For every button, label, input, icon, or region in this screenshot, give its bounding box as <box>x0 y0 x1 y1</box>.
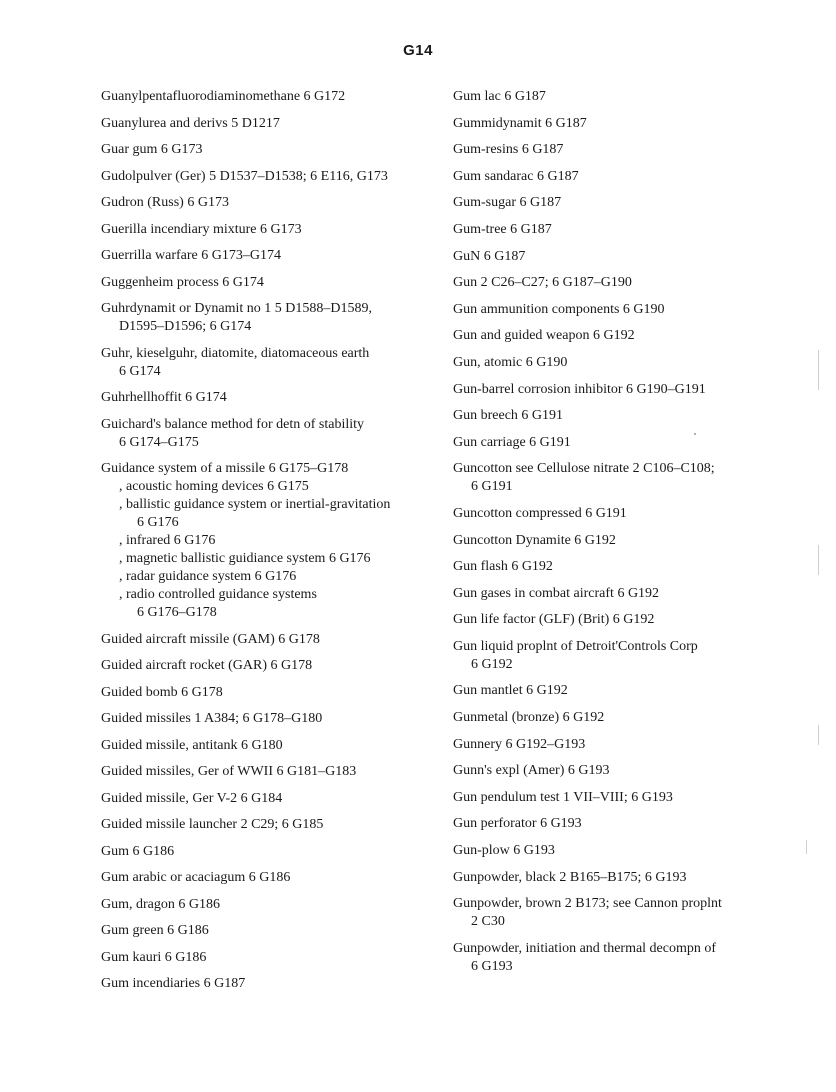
index-entry <box>101 763 431 781</box>
index-entry <box>453 301 753 319</box>
entry-heading: Gun perforator 6 G193 <box>453 816 582 832</box>
entry-subheading: , infrared 6 G176 <box>119 533 216 548</box>
entry-heading: Gun-barrel corrosion inhibitor 6 G190–G191 <box>453 381 706 397</box>
entry-heading: Guar gum 6 G173 <box>101 142 203 157</box>
entry-continuation: 6 G193 <box>471 958 513 974</box>
index-entry <box>101 274 431 292</box>
index-entry <box>453 221 753 239</box>
entry-heading: Gum green 6 G186 <box>101 923 209 938</box>
entry-heading: Guided missile, antitank 6 G180 <box>101 737 283 753</box>
index-entry <box>453 682 753 700</box>
index-entry <box>101 115 431 133</box>
index-entry <box>101 300 431 336</box>
index-entry <box>453 585 753 603</box>
entry-heading: Gun liquid proplnt of Detroit'Controls Corp <box>453 638 698 654</box>
index-entry <box>101 88 431 106</box>
index-entry <box>453 842 753 860</box>
entry-heading: Guerrilla warfare 6 G173–G174 <box>101 248 281 263</box>
entry-heading: Guided missile launcher 2 C29; 6 G185 <box>101 817 324 832</box>
index-entry <box>101 221 431 239</box>
scan-dot <box>694 433 696 435</box>
index-entry <box>101 869 431 887</box>
index-entry <box>101 790 431 808</box>
entry-continuation: 6 G174–G175 <box>119 434 199 450</box>
index-entry <box>101 949 431 967</box>
entry-heading: Gum-tree 6 G187 <box>453 221 552 237</box>
page-header: G14 <box>403 42 433 59</box>
entry-heading: Gunn's expl (Amer) 6 G193 <box>453 763 610 779</box>
index-entry <box>101 816 431 834</box>
index-entry <box>101 737 431 755</box>
index-entry <box>453 194 753 212</box>
entry-heading: Gun life factor (GLF) (Brit) 6 G192 <box>453 612 655 628</box>
index-entry <box>453 762 753 780</box>
entry-heading: Gudron (Russ) 6 G173 <box>101 195 229 210</box>
scan-mark <box>806 840 807 854</box>
index-entry <box>453 736 753 754</box>
entry-heading: Guncotton see Cellulose nitrate 2 C106–C108; <box>453 461 715 477</box>
entry-continuation: 6 G192 <box>471 656 513 672</box>
index-entry <box>453 709 753 727</box>
index-entry <box>453 434 753 452</box>
scan-mark <box>818 545 819 575</box>
entry-heading: Gum kauri 6 G186 <box>101 949 207 965</box>
index-entry <box>453 141 753 159</box>
index-entry <box>453 815 753 833</box>
entry-heading: Gun flash 6 G192 <box>453 559 553 575</box>
entry-heading: Guanylpentafluorodiaminomethane 6 G172 <box>101 89 346 104</box>
entry-heading: Gummidynamit 6 G187 <box>453 115 587 131</box>
entry-subheading: , radar guidance system 6 G176 <box>119 569 297 584</box>
entry-heading: Guanylurea and derivs 5 D1217 <box>101 115 280 131</box>
entry-heading: Guided bomb 6 G178 <box>101 684 223 700</box>
index-entry <box>101 657 431 675</box>
index-entry <box>101 975 431 993</box>
entry-subheading: , magnetic ballistic guidiance system 6 G176 <box>119 551 371 566</box>
entry-heading: Guhrhellhoffit 6 G174 <box>101 390 227 405</box>
entry-heading: Guided missile, Ger V-2 6 G184 <box>101 790 283 806</box>
index-entry <box>101 843 431 861</box>
entry-heading: Guggenheim process 6 G174 <box>101 274 264 290</box>
entry-heading: Guncotton compressed 6 G191 <box>453 505 627 521</box>
index-entry <box>453 940 753 976</box>
index-column-right <box>453 88 753 984</box>
entry-heading: Gun breech 6 G191 <box>453 408 564 424</box>
index-entry <box>453 274 753 292</box>
entry-subheading: , acoustic homing devices 6 G175 <box>119 479 309 494</box>
index-entry <box>453 115 753 133</box>
entry-heading: Gun 2 C26–C27; 6 G187–G190 <box>453 275 632 291</box>
entry-heading: Guided aircraft rocket (GAR) 6 G178 <box>101 658 313 673</box>
entry-heading: Gun mantlet 6 G192 <box>453 683 568 699</box>
entry-continuation: 6 G191 <box>471 479 513 495</box>
index-entry <box>453 407 753 425</box>
index-entry <box>101 896 431 914</box>
index-entry <box>453 327 753 345</box>
entry-continuation: 2 C30 <box>471 914 505 930</box>
index-entry <box>101 389 431 407</box>
entry-continuation: D1595–D1596; 6 G174 <box>119 319 252 334</box>
entry-continuation: 6 G176 <box>137 515 179 530</box>
entry-heading: Gunnery 6 G192–G193 <box>453 736 586 752</box>
index-entry <box>101 416 431 452</box>
index-entry <box>101 345 431 381</box>
index-entry <box>453 532 753 550</box>
index-entry <box>101 168 431 186</box>
index-entry <box>453 789 753 807</box>
index-entry <box>453 354 753 372</box>
entry-heading: Gun ammunition components 6 G190 <box>453 301 665 317</box>
entry-heading: Gunpowder, brown 2 B173; see Cannon proplnt <box>453 896 722 912</box>
index-entry <box>453 248 753 266</box>
entry-heading: Guided missiles, Ger of WWII 6 G181–G183 <box>101 764 357 779</box>
index-entry <box>101 194 431 212</box>
index-entry <box>453 460 753 496</box>
entry-heading: Gum arabic or acaciagum 6 G186 <box>101 870 291 885</box>
index-entry <box>453 869 753 887</box>
entry-heading: Guided missiles 1 A384; 6 G178–G180 <box>101 711 323 726</box>
entry-subheading: , ballistic guidance system or inertial-gravitation <box>119 497 391 512</box>
entry-heading: Guidance system of a missile 6 G175–G178 <box>101 461 349 476</box>
entry-heading: Gunpowder, black 2 B165–B175; 6 G193 <box>453 869 687 885</box>
entry-heading: Guerilla incendiary mixture 6 G173 <box>101 221 302 237</box>
entry-continuation: 6 G176–G178 <box>137 605 217 620</box>
index-entry <box>453 381 753 399</box>
entry-heading: Gun and guided weapon 6 G192 <box>453 328 635 344</box>
index-entry <box>101 631 431 649</box>
index-entry <box>453 558 753 576</box>
scan-mark <box>818 725 819 745</box>
entry-heading: Gudolpulver (Ger) 5 D1537–D1538; 6 E116, G173 <box>101 168 388 184</box>
index-entry <box>453 168 753 186</box>
entry-heading: Gun, atomic 6 G190 <box>453 354 568 370</box>
entry-heading: GuN 6 G187 <box>453 248 526 264</box>
index-entry <box>453 88 753 106</box>
entry-heading: Gum sandarac 6 G187 <box>453 168 579 184</box>
entry-heading: Gun-plow 6 G193 <box>453 843 555 859</box>
scan-mark <box>818 350 819 390</box>
index-entry <box>453 638 753 674</box>
index-entry <box>453 895 753 931</box>
entry-heading: Gum-resins 6 G187 <box>453 142 564 158</box>
index-entry <box>101 460 431 622</box>
index-entry <box>101 141 431 159</box>
entry-heading: Gum lac 6 G187 <box>453 89 546 104</box>
entry-heading: Guncotton Dynamite 6 G192 <box>453 532 616 548</box>
entry-heading: Gum 6 G186 <box>101 843 175 859</box>
entry-heading: Guided aircraft missile (GAM) 6 G178 <box>101 631 320 647</box>
index-entry <box>101 247 431 265</box>
index-entry <box>101 710 431 728</box>
entry-heading: Gun pendulum test 1 VII–VIII; 6 G193 <box>453 789 673 805</box>
entry-heading: Gunmetal (bronze) 6 G192 <box>453 710 605 726</box>
entry-heading: Gun carriage 6 G191 <box>453 434 571 450</box>
entry-heading: Gun gases in combat aircraft 6 G192 <box>453 585 660 601</box>
entry-heading: Gum, dragon 6 G186 <box>101 896 220 912</box>
entry-heading: Guhrdynamit or Dynamit no 1 5 D1588–D1589, <box>101 301 373 316</box>
entry-heading: Gunpowder, initiation and thermal decompn of <box>453 940 717 956</box>
index-entry <box>101 684 431 702</box>
entry-subheading: , radio controlled guidance systems <box>119 587 317 602</box>
entry-continuation: 6 G174 <box>119 363 161 379</box>
index-entry <box>101 922 431 940</box>
index-entry <box>453 505 753 523</box>
entry-heading: Guichard's balance method for detn of stability <box>101 416 364 432</box>
index-column-left <box>101 88 431 1002</box>
index-entry <box>453 611 753 629</box>
entry-heading: Guhr, kieselguhr, diatomite, diatomaceous earth <box>101 345 370 361</box>
entry-heading: Gum-sugar 6 G187 <box>453 195 562 211</box>
entry-heading: Gum incendiaries 6 G187 <box>101 976 246 991</box>
